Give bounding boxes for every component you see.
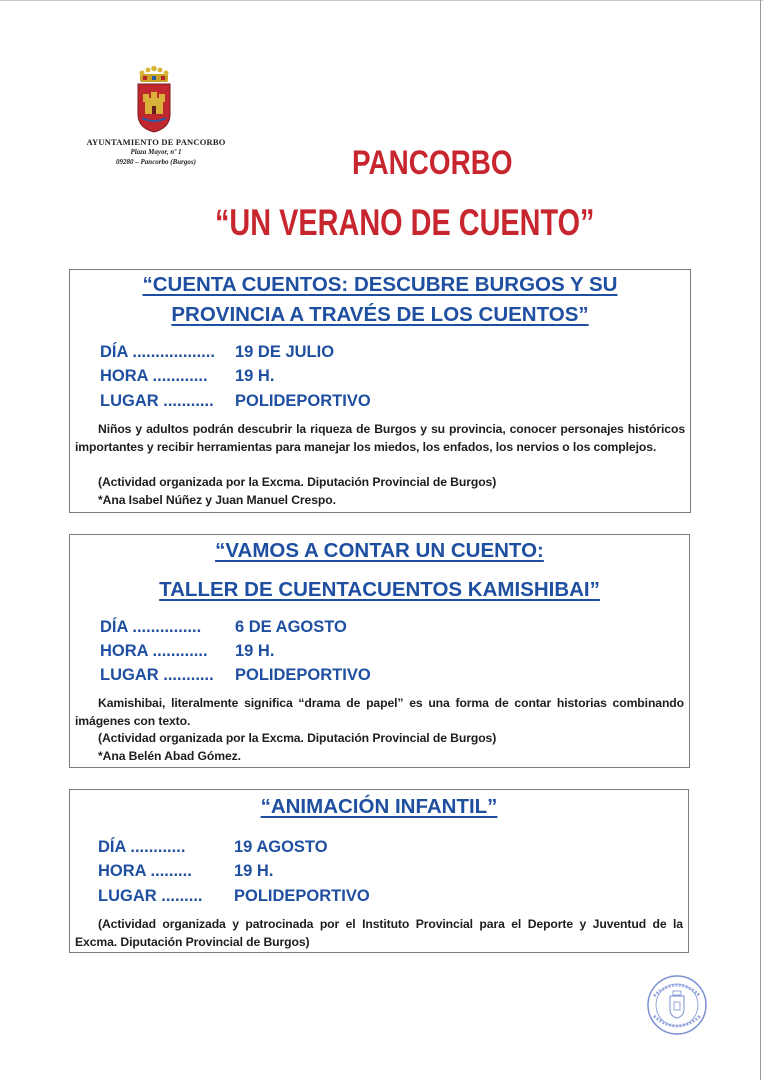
event-performer: *Ana Belén Abad Gómez. [98,749,241,763]
event-date-row [100,343,335,362]
poster-title-program: “UN VERANO DE CUENTO” [215,202,595,243]
event-heading-line1: “CUENTA CUENTOS: DESCUBRE BURGOS Y SU [142,273,618,296]
event-time-label: HORA ............ [100,642,208,660]
event-organizer: (Actividad organizada por la Excma. Diputación Provincial de Burgos) [98,475,497,489]
event-place-value: POLIDEPORTIVO [234,887,370,905]
event-date-label: DÍA ............... [100,618,202,636]
event-description: Kamishibai, literalmente significa “drama de papel” es una forma de contar historias combinando imágenes con texto. [75,696,684,728]
event-time-value: 19 H. [235,642,275,660]
event-card-animacion-infantil [69,789,689,953]
event-date-row [100,618,347,637]
event-organizer: (Actividad organizada y patrocinada por el Instituto Provincial para el Deporte y Juventud de la Excma. Diputación Provincial de Burgos) [75,917,683,949]
municipality-city: 09280 – Pancorbo (Burgos) [116,158,196,166]
event-time-label: HORA ............ [100,367,208,385]
event-heading: “ANIMACIÓN INFANTIL” [260,795,498,818]
event-place-value: POLIDEPORTIVO [235,392,371,410]
event-time-value: 19 H. [234,862,274,880]
event-place-row [100,392,371,411]
event-place-label: LUGAR ......... [98,887,203,905]
event-date-value: 6 DE AGOSTO [235,618,347,636]
event-place-row [98,887,370,906]
event-place-value: POLIDEPORTIVO [235,666,371,684]
event-heading-line2: TALLER DE CUENTACUENTOS KAMISHIBAI” [159,578,600,601]
event-date-value: 19 DE JULIO [235,343,335,361]
event-place-label: LUGAR ........... [100,666,214,684]
official-stamp-icon [646,974,708,1036]
page-edge-top [0,0,763,1]
event-date-value: 19 AGOSTO [234,838,328,856]
event-heading-line1: “VAMOS A CONTAR UN CUENTO: [215,539,544,562]
coat-of-arms-icon [134,66,174,136]
event-card-cuenta-cuentos [69,269,691,513]
event-date-row [98,838,328,857]
event-performer: *Ana Isabel Núñez y Juan Manuel Crespo. [98,493,336,507]
event-place-label: LUGAR ........... [100,392,214,410]
event-time-label: HORA ......... [98,862,192,880]
municipality-address: Plaza Mayor, nº 1 [130,148,182,156]
municipality-name: AYUNTAMIENTO DE PANCORBO [86,137,226,147]
event-heading-line2: PROVINCIA A TRAVÉS DE LOS CUENTOS” [171,303,589,326]
letterhead [76,137,236,167]
event-date-label: DÍA ............ [98,838,186,856]
event-description: Niños y adultos podrán descubrir la riqueza de Burgos y su provincia, conocer personajes históricos importantes y recibir herramientas para manejar los miedos, los enfados, los nervios o los complejos. [75,422,685,454]
poster-title-town: PANCORBO [352,144,513,182]
event-organizer: (Actividad organizada por la Excma. Diputación Provincial de Burgos) [98,731,497,745]
event-date-label: DÍA .................. [100,343,215,361]
event-card-kamishibai [69,534,690,768]
event-time-row [98,862,274,881]
page-edge-right [760,0,761,1080]
event-time-value: 19 H. [235,367,275,385]
event-time-row [100,642,275,661]
event-place-row [100,666,371,685]
event-time-row [100,367,275,386]
